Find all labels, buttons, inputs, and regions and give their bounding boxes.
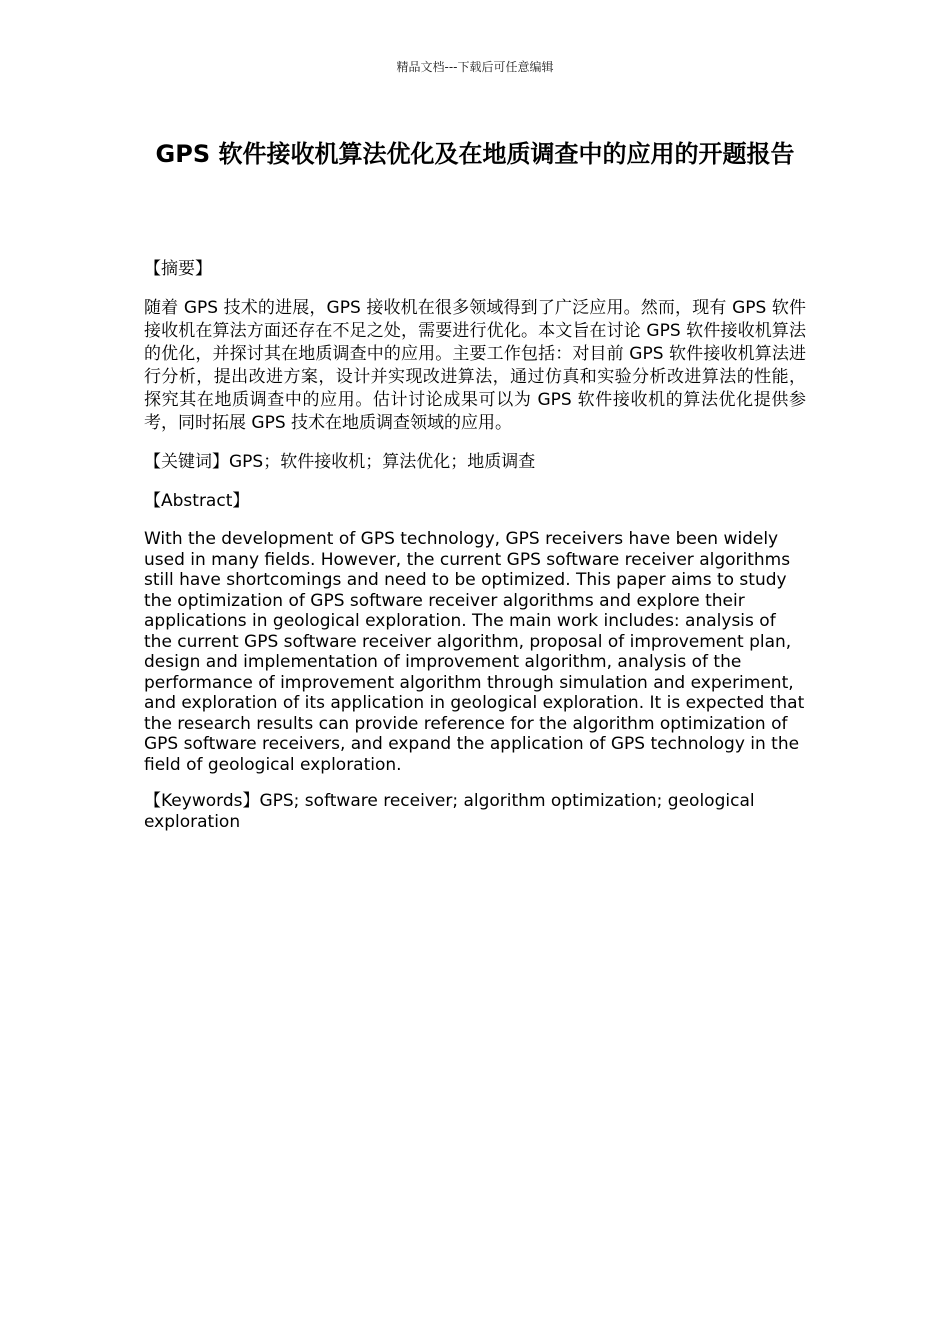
abstract-cn-paragraph: 随着 GPS 技术的进展，GPS 接收机在很多领域得到了广泛应用。然而，现有 GPS 软件接收机在算法方面还存在不足之处，需要进行优化。本文旨在讨论 GPS 软件接收机算法的优化，并探讨其在地质调查中的应用。主要工作包括：对目前 GPS 软件接收机算法进行分析，提出改进方案，设计并实现改进算法，通过仿真和实验分析改进算法的性能，探究其在地质调查中的应用。估计讨论成果可以为 GPS 软件接收机的算法优化提供参考，同时拓展 GPS 技术在地质调查领域的应用。 — [144, 298, 806, 433]
abstract-en-label: 【Abstract】 — [144, 491, 250, 511]
keywords-cn: 【关键词】GPS；软件接收机；算法优化；地质调查 — [144, 452, 536, 472]
document-title: GPS 软件接收机算法优化及在地质调查中的应用的开题报告 — [155, 140, 795, 168]
keywords-en: 【Keywords】GPS; software receiver; algorithm optimization; geological exploration — [144, 791, 755, 832]
header-note: 精品文档---下载后可任意编辑 — [396, 60, 554, 74]
abstract-en-paragraph: With the development of GPS technology, GPS receivers have been widely used in many fields. However, the current GPS software receiver algorithms still have shortcomings and need to be optimized. This paper aims to study the optimization of GPS software receiver algorithms and explore their applications in geological exploration. The main work includes: analysis of the current GPS software receiver algorithm, proposal of improvement plan, design and implementation of improvement algorithm, analysis of the performance of improvement algorithm through simulation and experiment, and exploration of its application in geological exploration. It is expected that the research results can provide reference for the algorithm optimization of GPS software receivers, and expand the application of GPS technology in the field of geological exploration. — [144, 529, 805, 775]
document-body — [144, 258, 806, 832]
abstract-cn-label: 【摘要】 — [144, 259, 212, 279]
